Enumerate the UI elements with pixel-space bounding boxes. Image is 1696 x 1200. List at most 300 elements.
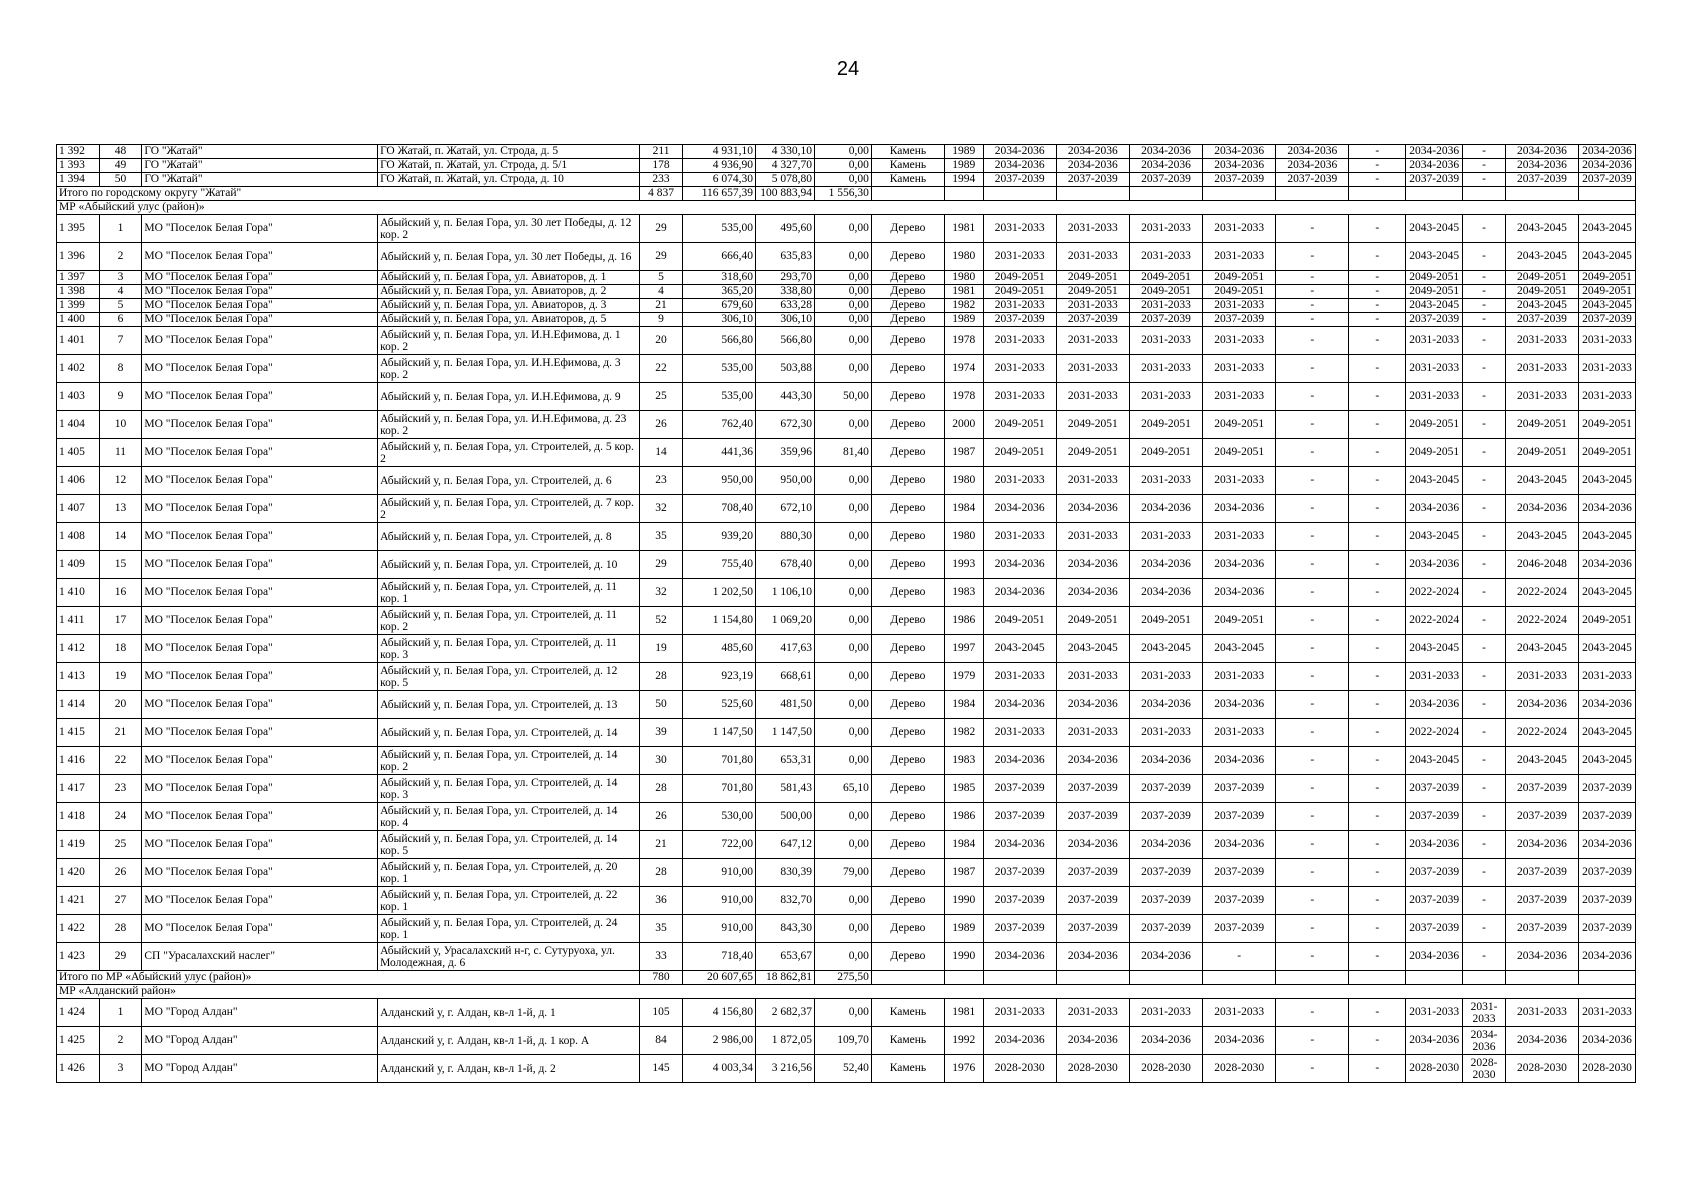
period-9-cell: 2043-2045: [1505, 215, 1578, 243]
living-area-cell: 633,28: [756, 299, 815, 313]
period-1-cell: 2034-2036: [983, 579, 1056, 607]
period-6-cell: -: [1349, 159, 1406, 173]
address-cell: Абыйский у, п. Белая Гора, ул. Авиаторов, д. 3: [378, 299, 640, 313]
period-1-cell: 2037-2039: [983, 775, 1056, 803]
build-year-cell: 1986: [945, 803, 984, 831]
period-9-cell: 2037-2039: [1505, 915, 1578, 943]
address-cell: Абыйский у, п. Белая Гора, ул. Строителей, д. 11 кор. 1: [378, 579, 640, 607]
period-2-cell: 2034-2036: [1056, 159, 1129, 173]
residents-cell: 22: [640, 355, 683, 383]
empty-cell: [945, 971, 984, 985]
build-year-cell: 1987: [945, 859, 984, 887]
wall-material-cell: Дерево: [871, 551, 944, 579]
municipality-cell: МО "Поселок Белая Гора": [142, 915, 378, 943]
build-year-cell: 1994: [945, 173, 984, 187]
table-row: [57, 579, 1636, 607]
period-8-cell: -: [1463, 495, 1506, 523]
empty-cell: [871, 187, 944, 201]
living-area-cell: 581,43: [756, 775, 815, 803]
municipality-cell: МО "Поселок Белая Гора": [142, 551, 378, 579]
period-1-cell: 2037-2039: [983, 173, 1056, 187]
period-2-cell: 2031-2033: [1056, 467, 1129, 495]
build-year-cell: 1981: [945, 999, 984, 1027]
period-4-cell: 2031-2033: [1203, 299, 1276, 313]
residents-cell: 84: [640, 1027, 683, 1055]
row-number-cell: 1 414: [57, 691, 100, 719]
period-4-cell: 2037-2039: [1203, 775, 1276, 803]
address-cell: Абыйский у, п. Белая Гора, ул. Строителей, д. 5 кор. 2: [378, 439, 640, 467]
period-8-cell: -: [1463, 775, 1506, 803]
wall-material-cell: Дерево: [871, 271, 944, 285]
period-4-cell: 2043-2045: [1203, 635, 1276, 663]
address-cell: Алданский у, г. Алдан, кв-л 1-й, д. 1 кор. А: [378, 1027, 640, 1055]
period-3-cell: 2037-2039: [1129, 887, 1202, 915]
period-9-cell: 2034-2036: [1505, 159, 1578, 173]
row-number-cell: 1 392: [57, 145, 100, 159]
wall-material-cell: Камень: [871, 145, 944, 159]
period-3-cell: 2049-2051: [1129, 607, 1202, 635]
municipality-cell: МО "Поселок Белая Гора": [142, 579, 378, 607]
period-9-cell: 2034-2036: [1505, 1027, 1578, 1055]
municipality-cell: МО "Поселок Белая Гора": [142, 887, 378, 915]
municipality-cell: МО "Поселок Белая Гора": [142, 831, 378, 859]
table-row: [57, 551, 1636, 579]
living-area-cell: 5 078,80: [756, 173, 815, 187]
period-6-cell: -: [1349, 243, 1406, 271]
row-number-cell: 1 423: [57, 943, 100, 971]
build-year-cell: 1978: [945, 383, 984, 411]
period-6-cell: -: [1349, 383, 1406, 411]
period-10-cell: 2034-2036: [1579, 943, 1636, 971]
period-7-cell: 2043-2045: [1406, 523, 1463, 551]
address-cell: Абыйский у, п. Белая Гора, ул. Строителей, д. 8: [378, 523, 640, 551]
municipality-cell: МО "Поселок Белая Гора": [142, 299, 378, 313]
period-10-cell: 2043-2045: [1579, 579, 1636, 607]
municipality-cell: МО "Поселок Белая Гора": [142, 747, 378, 775]
residents-cell: 145: [640, 1055, 683, 1083]
build-year-cell: 1990: [945, 943, 984, 971]
table-row: [57, 495, 1636, 523]
row-number-cell: 1 400: [57, 313, 100, 327]
residents-cell: 33: [640, 943, 683, 971]
row-number-cell: 1 413: [57, 663, 100, 691]
living-area-cell: 832,70: [756, 887, 815, 915]
period-9-cell: 2043-2045: [1505, 467, 1578, 495]
period-5-cell: -: [1276, 327, 1349, 355]
build-year-cell: 1980: [945, 467, 984, 495]
item-number-cell: 14: [99, 523, 142, 551]
period-10-cell: 2049-2051: [1579, 411, 1636, 439]
period-9-cell: 2049-2051: [1505, 285, 1578, 299]
period-8-cell: -: [1463, 215, 1506, 243]
period-3-cell: 2031-2033: [1129, 467, 1202, 495]
period-6-cell: -: [1349, 943, 1406, 971]
period-2-cell: 2031-2033: [1056, 383, 1129, 411]
build-year-cell: 1974: [945, 355, 984, 383]
residents-cell: 52: [640, 607, 683, 635]
empty-cell: [1579, 971, 1636, 985]
period-6-cell: -: [1349, 691, 1406, 719]
period-7-cell: 2037-2039: [1406, 313, 1463, 327]
municipality-cell: МО "Поселок Белая Гора": [142, 383, 378, 411]
living-area-cell: 672,10: [756, 495, 815, 523]
residents-cell: 105: [640, 999, 683, 1027]
period-5-cell: 2034-2036: [1276, 145, 1349, 159]
table-row: [57, 719, 1636, 747]
empty-cell: [1349, 187, 1406, 201]
total-area-cell: 923,19: [682, 663, 755, 691]
living-area-cell: 443,30: [756, 383, 815, 411]
item-number-cell: 18: [99, 635, 142, 663]
period-6-cell: -: [1349, 523, 1406, 551]
item-number-cell: 15: [99, 551, 142, 579]
total-area-cell: 525,60: [682, 691, 755, 719]
residents-cell: 35: [640, 915, 683, 943]
period-6-cell: -: [1349, 467, 1406, 495]
non-residential-area-cell: 0,00: [814, 579, 871, 607]
period-1-cell: 2037-2039: [983, 803, 1056, 831]
build-year-cell: 1987: [945, 439, 984, 467]
period-3-cell: 2031-2033: [1129, 719, 1202, 747]
period-3-cell: 2037-2039: [1129, 313, 1202, 327]
wall-material-cell: Дерево: [871, 887, 944, 915]
period-6-cell: -: [1349, 439, 1406, 467]
period-1-cell: 2049-2051: [983, 439, 1056, 467]
non-residential-area-cell: 0,00: [814, 999, 871, 1027]
period-2-cell: 2037-2039: [1056, 859, 1129, 887]
period-5-cell: -: [1276, 1055, 1349, 1083]
period-7-cell: 2031-2033: [1406, 355, 1463, 383]
empty-cell: [1276, 971, 1349, 985]
period-8-cell: -: [1463, 747, 1506, 775]
period-1-cell: 2037-2039: [983, 887, 1056, 915]
municipality-cell: МО "Город Алдан": [142, 999, 378, 1027]
row-number-cell: 1 424: [57, 999, 100, 1027]
period-2-cell: 2034-2036: [1056, 551, 1129, 579]
wall-material-cell: Дерево: [871, 285, 944, 299]
period-4-cell: 2034-2036: [1203, 495, 1276, 523]
period-4-cell: 2028-2030: [1203, 1055, 1276, 1083]
table-row: [57, 775, 1636, 803]
row-number-cell: 1 405: [57, 439, 100, 467]
period-5-cell: -: [1276, 313, 1349, 327]
living-area-cell: 2 682,37: [756, 999, 815, 1027]
table-row: [57, 313, 1636, 327]
period-9-cell: 2049-2051: [1505, 439, 1578, 467]
period-3-cell: 2034-2036: [1129, 145, 1202, 159]
municipality-cell: МО "Поселок Белая Гора": [142, 467, 378, 495]
period-4-cell: 2031-2033: [1203, 355, 1276, 383]
period-2-cell: 2049-2051: [1056, 607, 1129, 635]
wall-material-cell: Камень: [871, 1027, 944, 1055]
table-row: [57, 285, 1636, 299]
total-area-cell: 666,40: [682, 243, 755, 271]
build-year-cell: 1980: [945, 271, 984, 285]
address-cell: Абыйский у, п. Белая Гора, ул. Строителей, д. 22 кор. 1: [378, 887, 640, 915]
period-10-cell: 2043-2045: [1579, 243, 1636, 271]
build-year-cell: 1982: [945, 299, 984, 313]
total-area-cell: 708,40: [682, 495, 755, 523]
period-3-cell: 2034-2036: [1129, 579, 1202, 607]
non-residential-area-cell: 109,70: [814, 1027, 871, 1055]
period-5-cell: -: [1276, 999, 1349, 1027]
municipality-cell: МО "Поселок Белая Гора": [142, 271, 378, 285]
non-residential-area-cell: 0,00: [814, 943, 871, 971]
row-number-cell: 1 401: [57, 327, 100, 355]
period-5-cell: -: [1276, 439, 1349, 467]
period-9-cell: 2034-2036: [1505, 495, 1578, 523]
municipality-cell: МО "Поселок Белая Гора": [142, 691, 378, 719]
total-area-cell: 910,00: [682, 887, 755, 915]
municipality-cell: ГО "Жатай": [142, 159, 378, 173]
residents-cell: 35: [640, 523, 683, 551]
empty-cell: [1203, 187, 1276, 201]
period-6-cell: -: [1349, 1027, 1406, 1055]
table-row: [57, 915, 1636, 943]
period-6-cell: -: [1349, 299, 1406, 313]
period-2-cell: 2031-2033: [1056, 523, 1129, 551]
non-residential-area-cell: 0,00: [814, 355, 871, 383]
item-number-cell: 11: [99, 439, 142, 467]
period-2-cell: 2034-2036: [1056, 831, 1129, 859]
table-row: [57, 887, 1636, 915]
address-cell: Абыйский у, п. Белая Гора, ул. Строителей, д. 14 кор. 4: [378, 803, 640, 831]
build-year-cell: 1983: [945, 579, 984, 607]
non-residential-area-cell: 0,00: [814, 495, 871, 523]
item-number-cell: 17: [99, 607, 142, 635]
build-year-cell: 1976: [945, 1055, 984, 1083]
living-area-cell: 417,63: [756, 635, 815, 663]
total-area-cell: 1 202,50: [682, 579, 755, 607]
table-row: [57, 691, 1636, 719]
period-10-cell: 2043-2045: [1579, 747, 1636, 775]
period-2-cell: 2031-2033: [1056, 355, 1129, 383]
total-area-cell: 679,60: [682, 299, 755, 313]
period-3-cell: 2034-2036: [1129, 943, 1202, 971]
wall-material-cell: Дерево: [871, 467, 944, 495]
living-area-cell: 653,67: [756, 943, 815, 971]
period-10-cell: 2031-2033: [1579, 663, 1636, 691]
period-10-cell: 2049-2051: [1579, 439, 1636, 467]
period-7-cell: 2037-2039: [1406, 775, 1463, 803]
item-number-cell: 13: [99, 495, 142, 523]
living-area-cell: 3 216,56: [756, 1055, 815, 1083]
total-area-cell: 910,00: [682, 915, 755, 943]
address-cell: Абыйский у, п. Белая Гора, ул. И.Н.Ефимова, д. 1 кор. 2: [378, 327, 640, 355]
period-5-cell: -: [1276, 747, 1349, 775]
period-1-cell: 2034-2036: [983, 145, 1056, 159]
empty-cell: [871, 971, 944, 985]
non-residential-area-cell: 50,00: [814, 383, 871, 411]
period-2-cell: 2031-2033: [1056, 243, 1129, 271]
table-row: [57, 803, 1636, 831]
period-10-cell: 2034-2036: [1579, 831, 1636, 859]
period-9-cell: 2031-2033: [1505, 383, 1578, 411]
row-number-cell: 1 409: [57, 551, 100, 579]
total-area-cell: 306,10: [682, 313, 755, 327]
period-3-cell: 2031-2033: [1129, 383, 1202, 411]
period-10-cell: 2043-2045: [1579, 635, 1636, 663]
residents-cell: 26: [640, 803, 683, 831]
table-row: [57, 943, 1636, 971]
period-1-cell: 2031-2033: [983, 327, 1056, 355]
non-residential-area-cell: 0,00: [814, 747, 871, 775]
total-area-cell: 535,00: [682, 355, 755, 383]
period-8-cell: -: [1463, 467, 1506, 495]
period-7-cell: 2037-2039: [1406, 915, 1463, 943]
residents-cell: 29: [640, 243, 683, 271]
residents-cell: 29: [640, 551, 683, 579]
row-number-cell: 1 395: [57, 215, 100, 243]
item-number-cell: 27: [99, 887, 142, 915]
period-3-cell: 2031-2033: [1129, 663, 1202, 691]
period-7-cell: 2049-2051: [1406, 411, 1463, 439]
period-5-cell: -: [1276, 803, 1349, 831]
period-5-cell: -: [1276, 691, 1349, 719]
period-10-cell: 2037-2039: [1579, 803, 1636, 831]
row-number-cell: 1 422: [57, 915, 100, 943]
period-3-cell: 2031-2033: [1129, 215, 1202, 243]
period-10-cell: 2037-2039: [1579, 859, 1636, 887]
period-2-cell: 2031-2033: [1056, 999, 1129, 1027]
period-2-cell: 2031-2033: [1056, 299, 1129, 313]
empty-cell: [1579, 187, 1636, 201]
living-area-cell: 830,39: [756, 859, 815, 887]
non-residential-area-cell: 0,00: [814, 159, 871, 173]
subtotal-value: 275,50: [814, 971, 871, 985]
period-9-cell: 2049-2051: [1505, 271, 1578, 285]
section-title: МР «Алданский район»: [57, 985, 1636, 999]
wall-material-cell: Камень: [871, 1055, 944, 1083]
address-cell: Абыйский у, п. Белая Гора, ул. Строителей, д. 13: [378, 691, 640, 719]
wall-material-cell: Дерево: [871, 215, 944, 243]
period-1-cell: 2037-2039: [983, 313, 1056, 327]
period-8-cell: -: [1463, 607, 1506, 635]
period-9-cell: 2043-2045: [1505, 243, 1578, 271]
period-3-cell: 2031-2033: [1129, 327, 1202, 355]
non-residential-area-cell: 0,00: [814, 663, 871, 691]
period-2-cell: 2031-2033: [1056, 215, 1129, 243]
build-year-cell: 1985: [945, 775, 984, 803]
period-1-cell: 2031-2033: [983, 215, 1056, 243]
period-9-cell: 2037-2039: [1505, 887, 1578, 915]
period-8-cell: -: [1463, 523, 1506, 551]
build-year-cell: 1989: [945, 159, 984, 173]
period-9-cell: 2043-2045: [1505, 747, 1578, 775]
table-row: [57, 439, 1636, 467]
item-number-cell: 49: [99, 159, 142, 173]
period-10-cell: 2043-2045: [1579, 467, 1636, 495]
table-row: [57, 831, 1636, 859]
municipality-cell: МО "Поселок Белая Гора": [142, 859, 378, 887]
non-residential-area-cell: 0,00: [814, 173, 871, 187]
non-residential-area-cell: 0,00: [814, 523, 871, 551]
period-3-cell: 2037-2039: [1129, 915, 1202, 943]
row-number-cell: 1 420: [57, 859, 100, 887]
period-4-cell: 2049-2051: [1203, 439, 1276, 467]
period-4-cell: 2034-2036: [1203, 1027, 1276, 1055]
table-row: [57, 523, 1636, 551]
period-4-cell: 2049-2051: [1203, 285, 1276, 299]
period-6-cell: -: [1349, 999, 1406, 1027]
period-2-cell: 2034-2036: [1056, 495, 1129, 523]
build-year-cell: 1980: [945, 243, 984, 271]
residents-cell: 233: [640, 173, 683, 187]
row-number-cell: 1 417: [57, 775, 100, 803]
row-number-cell: 1 408: [57, 523, 100, 551]
section-header-row: [57, 201, 1636, 215]
period-9-cell: 2037-2039: [1505, 173, 1578, 187]
period-5-cell: -: [1276, 607, 1349, 635]
row-number-cell: 1 397: [57, 271, 100, 285]
period-9-cell: 2031-2033: [1505, 999, 1578, 1027]
total-area-cell: 1 147,50: [682, 719, 755, 747]
wall-material-cell: Дерево: [871, 719, 944, 747]
period-9-cell: 2031-2033: [1505, 663, 1578, 691]
period-1-cell: 2031-2033: [983, 383, 1056, 411]
period-6-cell: -: [1349, 355, 1406, 383]
living-area-cell: 678,40: [756, 551, 815, 579]
period-7-cell: 2049-2051: [1406, 285, 1463, 299]
residents-cell: 19: [640, 635, 683, 663]
build-year-cell: 1984: [945, 495, 984, 523]
period-2-cell: 2031-2033: [1056, 663, 1129, 691]
period-5-cell: -: [1276, 775, 1349, 803]
total-area-cell: 4 003,34: [682, 1055, 755, 1083]
table-row: [57, 327, 1636, 355]
period-6-cell: -: [1349, 607, 1406, 635]
period-3-cell: 2031-2033: [1129, 243, 1202, 271]
period-10-cell: 2049-2051: [1579, 607, 1636, 635]
period-8-cell: -: [1463, 243, 1506, 271]
build-year-cell: 1989: [945, 145, 984, 159]
wall-material-cell: Дерево: [871, 439, 944, 467]
period-3-cell: 2049-2051: [1129, 439, 1202, 467]
row-number-cell: 1 415: [57, 719, 100, 747]
period-10-cell: 2034-2036: [1579, 159, 1636, 173]
period-5-cell: -: [1276, 887, 1349, 915]
subtotal-label: Итого по городскому округу "Жатай": [57, 187, 640, 201]
total-area-cell: 4 931,10: [682, 145, 755, 159]
address-cell: Абыйский у, п. Белая Гора, ул. 30 лет Победы, д. 12 кор. 2: [378, 215, 640, 243]
living-area-cell: 359,96: [756, 439, 815, 467]
section-title: МР «Абыйский улус (район)»: [57, 201, 1636, 215]
period-4-cell: 2034-2036: [1203, 691, 1276, 719]
item-number-cell: 25: [99, 831, 142, 859]
period-4-cell: 2037-2039: [1203, 915, 1276, 943]
period-1-cell: 2034-2036: [983, 495, 1056, 523]
period-1-cell: 2037-2039: [983, 859, 1056, 887]
row-number-cell: 1 425: [57, 1027, 100, 1055]
period-7-cell: 2037-2039: [1406, 173, 1463, 187]
period-4-cell: 2034-2036: [1203, 159, 1276, 173]
row-number-cell: 1 416: [57, 747, 100, 775]
living-area-cell: 843,30: [756, 915, 815, 943]
total-area-cell: 441,36: [682, 439, 755, 467]
build-year-cell: 1981: [945, 285, 984, 299]
item-number-cell: 3: [99, 271, 142, 285]
period-6-cell: -: [1349, 285, 1406, 299]
period-10-cell: 2037-2039: [1579, 887, 1636, 915]
period-5-cell: -: [1276, 215, 1349, 243]
non-residential-area-cell: 0,00: [814, 607, 871, 635]
period-2-cell: 2049-2051: [1056, 411, 1129, 439]
municipality-cell: МО "Город Алдан": [142, 1055, 378, 1083]
row-number-cell: 1 404: [57, 411, 100, 439]
total-area-cell: 910,00: [682, 859, 755, 887]
period-7-cell: 2034-2036: [1406, 831, 1463, 859]
period-8-cell: -: [1463, 439, 1506, 467]
